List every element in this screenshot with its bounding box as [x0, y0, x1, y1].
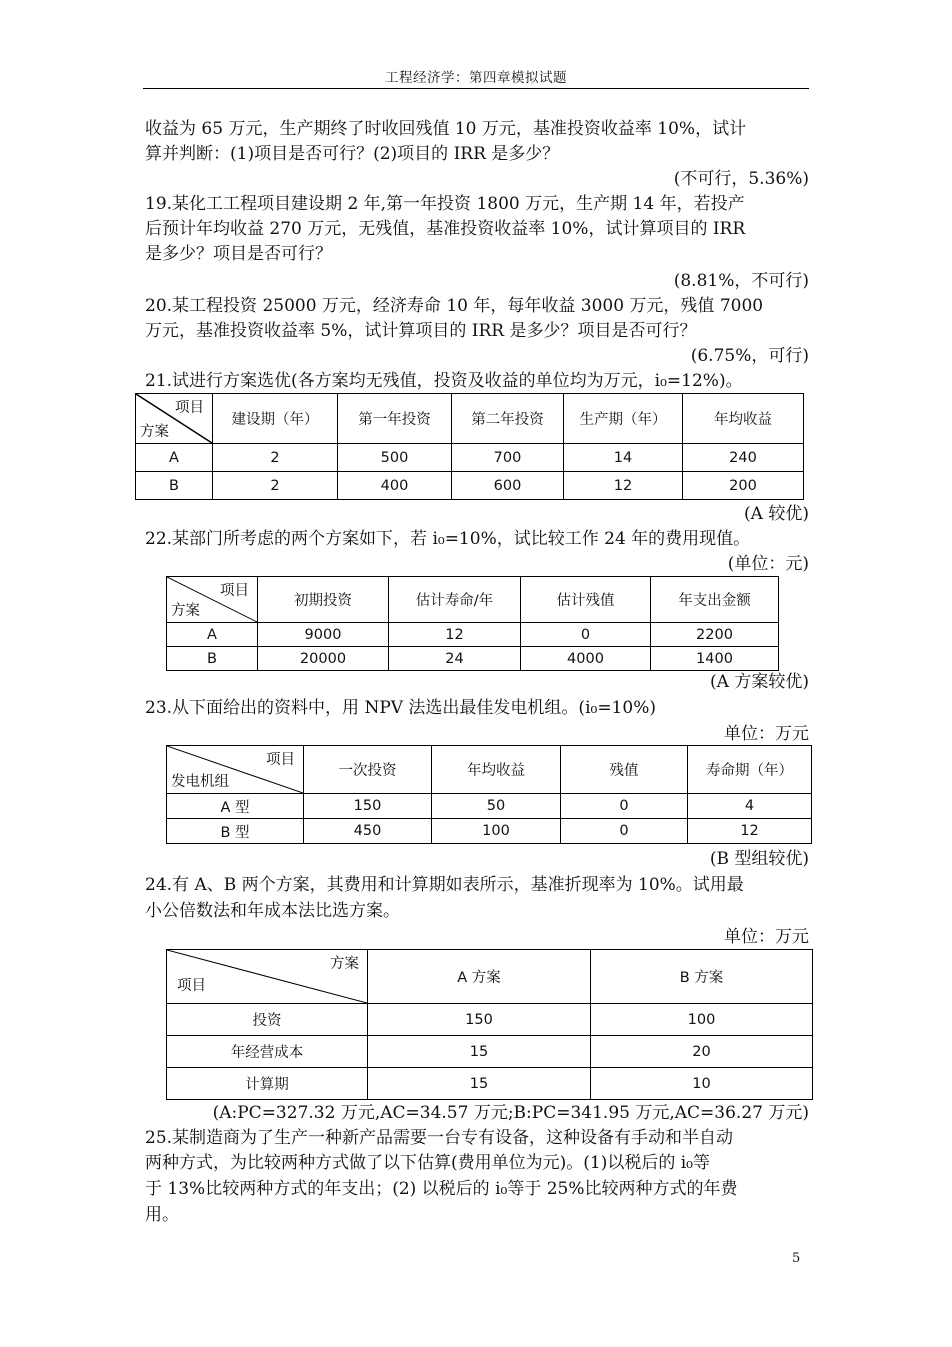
table-cell: A: [136, 444, 213, 472]
table-23: [166, 745, 812, 844]
table-header-cell: A 方案: [368, 950, 591, 1004]
text-line: 收益为 65 万元，生产期终了时收回残值 10 万元，基准投资收益率 10%，试计: [145, 119, 747, 139]
table-cell: 15: [368, 1036, 591, 1068]
table-cell: 2200: [651, 623, 779, 647]
question-25-line: 于 13%比较两种方式的年支出；(2) 以税后的 i₀等于 25%比较两种方式的年费: [145, 1179, 738, 1199]
table-row: [167, 647, 779, 671]
table-row: [167, 1036, 813, 1068]
table-header-cell: 建设期（年）: [213, 394, 338, 444]
table-corner-cell: [167, 577, 258, 623]
table-row: [167, 819, 812, 844]
question-20-line: 万元，基准投资收益率 5%，试计算项目的 IRR 是多少？项目是否可行？: [145, 321, 697, 341]
table-cell: 2: [213, 472, 338, 500]
table-row: [167, 794, 812, 819]
question-19-line: 后预计年均收益 270 万元，无残值，基准投资收益率 10%，试计算项目的 IRR: [145, 219, 746, 239]
table-cell: 150: [368, 1004, 591, 1036]
table-cell: A: [167, 623, 258, 647]
table-header-cell: 残值: [561, 746, 688, 794]
question-23: 23.从下面给出的资料中，用 NPV 法选出最佳发电机组。(i₀=10%): [145, 698, 656, 718]
table-header-cell: B 方案: [591, 950, 813, 1004]
page-header-title: 工程经济学：第四章模拟试题: [385, 70, 567, 86]
table-cell: 1400: [651, 647, 779, 671]
table-cell: 150: [304, 794, 432, 819]
table-row: [167, 623, 779, 647]
table-row: [136, 472, 804, 500]
table-corner-cell: [167, 950, 368, 1004]
question-24-line: 24.有 A、B 两个方案，其费用和计算期如表所示，基准折现率为 10%。试用最: [145, 875, 744, 895]
table-21: [135, 393, 804, 500]
table-cell: 0: [521, 623, 651, 647]
answer-24: (A:PC=327.32 万元,AC=34.57 万元;B:PC=341.95 万元,AC=36.27 万元): [212, 1103, 809, 1123]
table-cell: 0: [561, 819, 688, 844]
table-cell: 20000: [258, 647, 389, 671]
table-cell: 9000: [258, 623, 389, 647]
question-25-line: 25.某制造商为了生产一种新产品需要一台专有设备，这种设备有手动和半自动: [145, 1128, 734, 1148]
corner-bottom-label: 方案: [171, 603, 200, 619]
table-cell: 计算期: [167, 1068, 368, 1100]
text-line: 算并判断：(1)项目是否可行？(2)项目的 IRR 是多少？: [145, 144, 560, 164]
table-header-cell: 年均收益: [683, 394, 804, 444]
table-row: [167, 1004, 813, 1036]
table-corner-cell: [136, 394, 213, 444]
table-cell: 450: [304, 819, 432, 844]
table-cell: 240: [683, 444, 804, 472]
table-cell: 12: [688, 819, 812, 844]
table-cell: 12: [564, 472, 683, 500]
unit-23: 单位：万元: [724, 724, 809, 744]
table-cell: 500: [338, 444, 452, 472]
table-header-cell: 第二年投资: [452, 394, 564, 444]
table-cell: 20: [591, 1036, 813, 1068]
page-number: 5: [792, 1251, 801, 1266]
corner-top-label: 项目: [266, 752, 295, 768]
answer-22: (A 方案较优): [710, 672, 809, 692]
table-cell: 200: [683, 472, 804, 500]
table-cell: 0: [561, 794, 688, 819]
table-header-cell: 年支出金额: [651, 577, 779, 623]
corner-bottom-label: 项目: [177, 978, 206, 994]
question-24-line: 小公倍数法和年成本法比选方案。: [145, 901, 400, 921]
question-21: 21.试进行方案选优(各方案均无残值，投资及收益的单位均为万元，i₀=12%)。: [145, 371, 743, 391]
table-header-cell: 估计残值: [521, 577, 651, 623]
table-cell: 100: [432, 819, 561, 844]
corner-top-label: 项目: [220, 583, 249, 599]
answer-20: (6.75%，可行): [690, 346, 809, 366]
table-cell: 15: [368, 1068, 591, 1100]
table-cell: 年经营成本: [167, 1036, 368, 1068]
corner-bottom-label: 发电机组: [171, 774, 229, 790]
table-header-cell: 寿命期（年）: [688, 746, 812, 794]
table-cell: 50: [432, 794, 561, 819]
table-cell: 24: [389, 647, 521, 671]
answer-19: (8.81%，不可行): [673, 271, 809, 291]
question-20-line: 20.某工程投资 25000 万元，经济寿命 10 年，每年收益 3000 万元，残值 7000: [145, 296, 764, 316]
table-cell: 10: [591, 1068, 813, 1100]
table-cell: 400: [338, 472, 452, 500]
unit-24: 单位：万元: [724, 927, 809, 947]
header-rule: [143, 88, 809, 89]
answer-21: (A 较优): [744, 504, 809, 524]
table-header-cell: 生产期（年）: [564, 394, 683, 444]
question-19-line: 是多少？项目是否可行？: [145, 244, 332, 264]
table-cell: 4000: [521, 647, 651, 671]
table-22: [166, 576, 779, 671]
question-19-line: 19.某化工工程项目建设期 2 年,第一年投资 1800 万元，生产期 14 年，若投产: [145, 194, 745, 214]
question-22: 22.某部门所考虑的两个方案如下，若 i₀=10%，试比较工作 24 年的费用现值。: [145, 529, 751, 549]
table-cell: 12: [389, 623, 521, 647]
table-cell: B: [136, 472, 213, 500]
table-cell: 700: [452, 444, 564, 472]
table-cell: 投资: [167, 1004, 368, 1036]
table-header-cell: 第一年投资: [338, 394, 452, 444]
unit-22: (单位：元): [727, 554, 809, 574]
table-24: [166, 949, 813, 1100]
question-25-line: 用。: [145, 1205, 179, 1225]
table-cell: 14: [564, 444, 683, 472]
answer-18: (不可行，5.36%): [673, 169, 809, 189]
answer-23: (B 型组较优): [709, 849, 809, 869]
table-header-cell: 一次投资: [304, 746, 432, 794]
table-corner-cell: [167, 746, 304, 794]
corner-top-label: 项目: [175, 400, 204, 416]
table-cell: A 型: [167, 794, 304, 819]
question-25-line: 两种方式，为比较两种方式做了以下估算(费用单位为元)。(1)以税后的 i₀等: [145, 1153, 710, 1173]
table-header-cell: 初期投资: [258, 577, 389, 623]
corner-top-label: 方案: [330, 956, 359, 972]
table-row: [136, 444, 804, 472]
table-cell: 100: [591, 1004, 813, 1036]
table-cell: 4: [688, 794, 812, 819]
table-cell: B 型: [167, 819, 304, 844]
table-row: [167, 1068, 813, 1100]
table-cell: 2: [213, 444, 338, 472]
table-cell: 600: [452, 472, 564, 500]
corner-bottom-label: 方案: [140, 424, 169, 440]
table-cell: B: [167, 647, 258, 671]
table-header-cell: 估计寿命/年: [389, 577, 521, 623]
table-header-cell: 年均收益: [432, 746, 561, 794]
